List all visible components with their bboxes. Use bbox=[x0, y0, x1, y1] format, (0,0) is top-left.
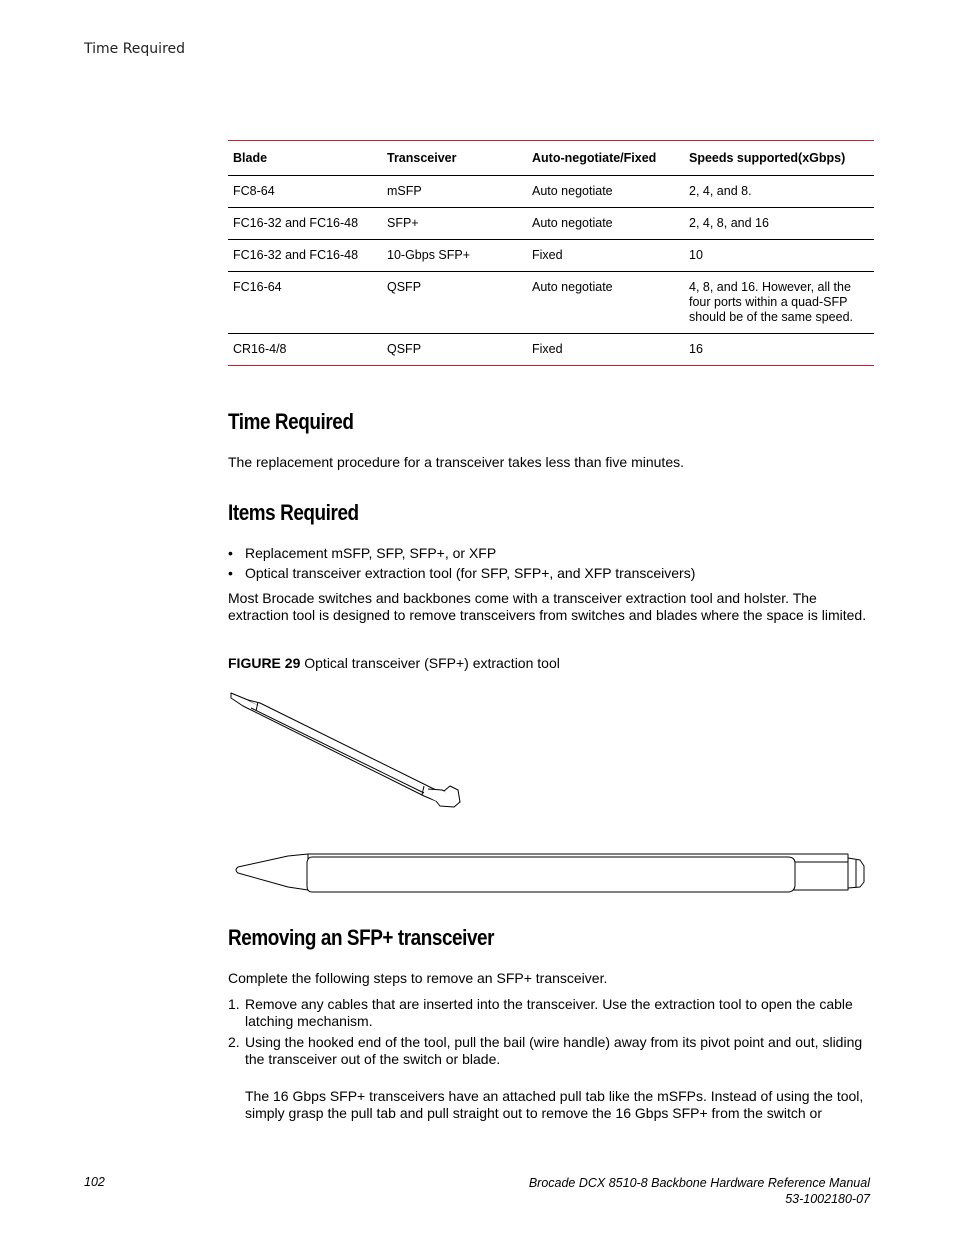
table-cell: Auto negotiate bbox=[527, 176, 684, 208]
figure-caption-text: Optical transceiver (SFP+) extraction tool bbox=[304, 655, 560, 671]
doc-number: 53-1002180-07 bbox=[785, 1192, 870, 1206]
table-cell: FC8-64 bbox=[228, 176, 382, 208]
extraction-tool-angled-view bbox=[231, 693, 460, 807]
table-cell: Fixed bbox=[527, 334, 684, 366]
heading-time-required: Time Required bbox=[228, 409, 354, 434]
table-cell: 2, 4, and 8. bbox=[684, 176, 874, 208]
items-required-paragraph: Most Brocade switches and backbones come with a transceiver extraction tool and holster. The extraction tool is designed to remove transceivers from switches and blades where the space is limited. bbox=[228, 590, 867, 623]
running-header: Time Required bbox=[84, 41, 186, 57]
items-list bbox=[228, 544, 695, 583]
table-cell: QSFP bbox=[382, 272, 527, 334]
table-row bbox=[228, 176, 874, 208]
table-cell: Auto negotiate bbox=[527, 208, 684, 240]
extraction-tool-figure bbox=[228, 686, 873, 896]
table-header-row bbox=[228, 141, 874, 176]
table-cell: FC16-64 bbox=[228, 272, 382, 334]
table-cell: 4, 8, and 16. However, all the four ports within a quad-SFP should be of the same speed. bbox=[684, 272, 874, 334]
table-cell: FC16-32 and FC16-48 bbox=[228, 240, 382, 272]
table-header-cell: Transceiver bbox=[382, 141, 527, 176]
step-number: 2. bbox=[228, 1034, 240, 1050]
table-header-cell: Blade bbox=[228, 141, 382, 176]
step-text: Remove any cables that are inserted into the transceiver. Use the extraction tool to open the cable latching mechanism. bbox=[245, 996, 853, 1029]
page-number: 102 bbox=[84, 1175, 105, 1189]
footer-doc-info bbox=[529, 1175, 870, 1207]
manual-title: Brocade DCX 8510-8 Backbone Hardware Reference Manual bbox=[528, 1176, 870, 1190]
table-cell: Fixed bbox=[527, 240, 684, 272]
heading-items-required: Items Required bbox=[228, 500, 359, 525]
table-row bbox=[228, 208, 874, 240]
table-cell: 2, 4, 8, and 16 bbox=[684, 208, 874, 240]
table-cell: 10 bbox=[684, 240, 874, 272]
table-row bbox=[228, 272, 874, 334]
table-header-cell: Speeds supported(xGbps) bbox=[684, 141, 874, 176]
table-cell: QSFP bbox=[382, 334, 527, 366]
step-text: Using the hooked end of the tool, pull the bail (wire handle) away from its pivot point and out, sliding the transceiver out of the switch or blade. bbox=[245, 1034, 863, 1067]
table-cell: SFP+ bbox=[382, 208, 527, 240]
table-cell: Auto negotiate bbox=[527, 272, 684, 334]
figure-label: FIGURE 29 bbox=[228, 655, 301, 671]
table-cell: FC16-32 and FC16-48 bbox=[228, 208, 382, 240]
list-item: • Optical transceiver extraction tool (for SFP, SFP+, and XFP transceivers) bbox=[228, 564, 695, 584]
table-cell: 16 bbox=[684, 334, 874, 366]
removing-intro: Complete the following steps to remove an SFP+ transceiver. bbox=[228, 970, 608, 986]
table-cell: 10-Gbps SFP+ bbox=[382, 240, 527, 272]
list-item: • Replacement mSFP, SFP, SFP+, or XFP bbox=[228, 544, 695, 564]
removal-steps bbox=[228, 996, 868, 1126]
extraction-tool-side-view bbox=[236, 854, 864, 892]
table-header-cell: Auto-negotiate/Fixed bbox=[527, 141, 684, 176]
step-note: The 16 Gbps SFP+ transceivers have an attached pull tab like the mSFPs. Instead of using the tool, simply grasp the pull tab and pull straight out to remove the 16 Gbps SFP+ from the switch or bbox=[245, 1088, 864, 1121]
list-item bbox=[228, 996, 868, 1030]
step-number: 1. bbox=[228, 996, 240, 1012]
figure-caption bbox=[228, 655, 560, 671]
table-row bbox=[228, 240, 874, 272]
table-row bbox=[228, 334, 874, 366]
table-cell: CR16-4/8 bbox=[228, 334, 382, 366]
heading-removing-sfp: Removing an SFP+ transceiver bbox=[228, 925, 495, 950]
transceiver-table bbox=[228, 140, 874, 366]
time-required-text: The replacement procedure for a transceiver takes less than five minutes. bbox=[228, 454, 684, 470]
table-cell: mSFP bbox=[382, 176, 527, 208]
list-item bbox=[228, 1034, 868, 1122]
